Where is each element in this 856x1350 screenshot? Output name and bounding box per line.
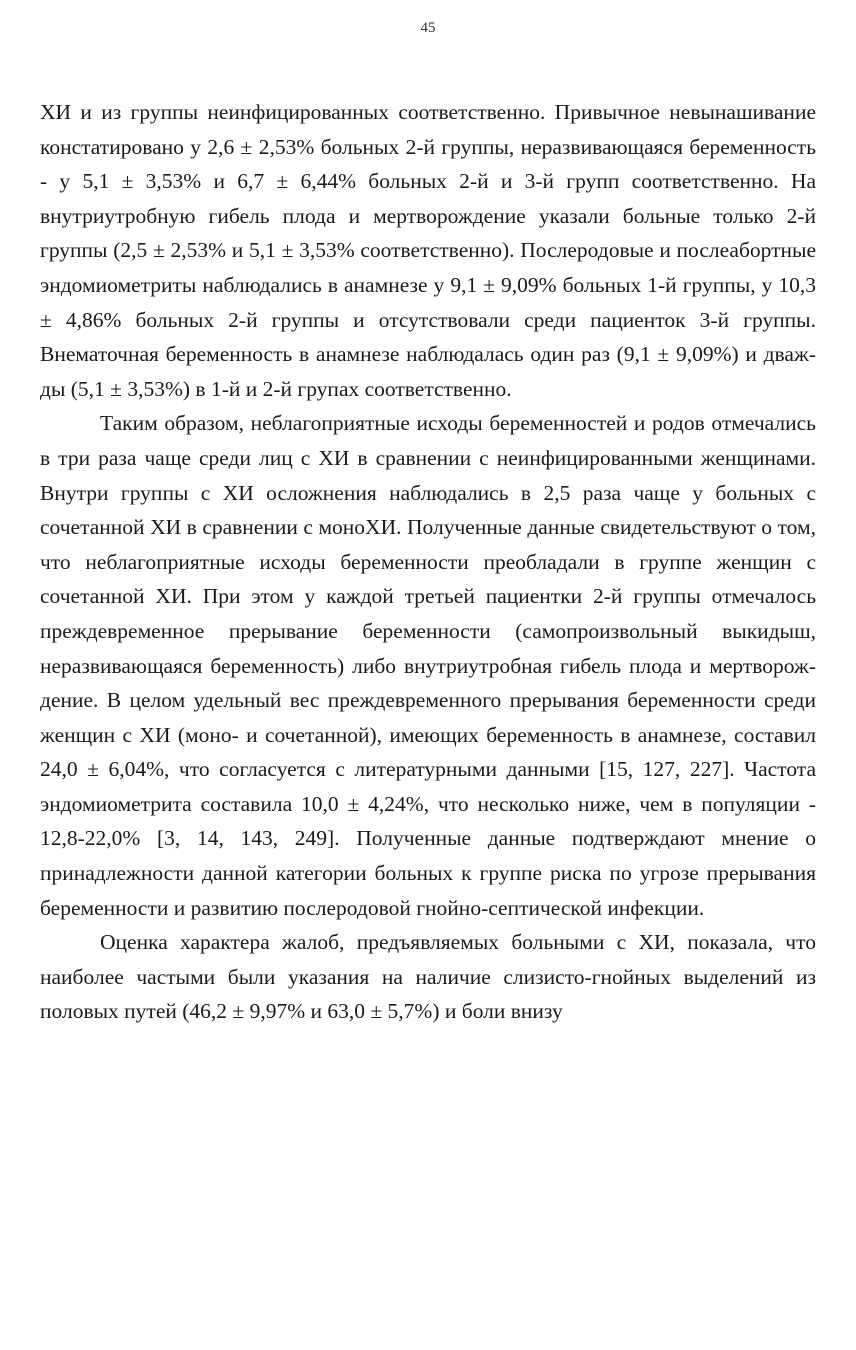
page-number: 45	[420, 20, 436, 36]
paragraph-1: ХИ и из группы неинфицированных соответственно. Привычное невынашивание констатировано у 2,6 ± 2,53% больных 2-й группы, неразвивающаяся беременность - у 5,1 ± 3,53% и 6,7 ± 6,44% больных 2-й и 3-й групп соответственно. На внутриутробную гибель плода и мертворождение указали больные только 2-й группы (2,5 ± 2,53% и 5,1 ± 3,53% соответственно). Послеродовые и послеабортные эндомиометриты наблюдались в анамнезе у 9,1 ± 9,09% больных 1-й группы, у 10,3 ± 4,86% больных 2-й группы и отсутствовали среди пациенток 3-й группы. Внематочная беременность в анамнезе наблюдалась один раз (9,1 ± 9,09%) и дважды (5,1 ± 3,53%) в 1-й и 2-й групах соответственно.	[40, 100, 816, 401]
paragraph-2: Таким образом, неблагоприятные исходы беременностей и родов отмечались в три раза чаще среди лиц с ХИ в сравнении с неинфицированными женщинами. Внутри группы с ХИ осложнения наблюдались в 2,5 раза чаще у больных с сочетанной ХИ в сравнении с моноХИ. Полученные данные свидетельствуют о том, что неблагоприятные исходы беременности преобладали в группе женщин с сочетанной ХИ. При этом у каждой третьей пациентки 2-й группы отмечалось преждевременное прерывание беременности (самопроизвольный выкидыш, неразвивающаяся беременность) либо внутриутробная гибель плода и мертворождение. В целом удельный вес преждевременного прерывания беременности среди женщин с ХИ (моно- и сочетанной), имеющих беременность в анамнезе, составил 24,0 ± 6,04%, что согласуется с литературными данными [15, 127, 227]. Частота эндомиометрита составила 10,0 ± 4,24%, что несколько ниже, чем в популяции - 12,8-22,0% [3, 14, 143, 249]. Полученные данные подтверждают мнение о принадлежности данной категории больных к группе риска по угрозе прерывания беременности и развитию послеродовой гнойно-септической инфекции.	[40, 411, 816, 920]
document-body	[40, 95, 816, 1029]
paragraph-3: Оценка характера жалоб, предъявляемых больными с ХИ, показала, что наиболее частыми были указания на наличие слизисто-гнойных выделений из половых путей (46,2 ± 9,97% и 63,0 ± 5,7%) и боли внизу	[40, 930, 816, 1024]
